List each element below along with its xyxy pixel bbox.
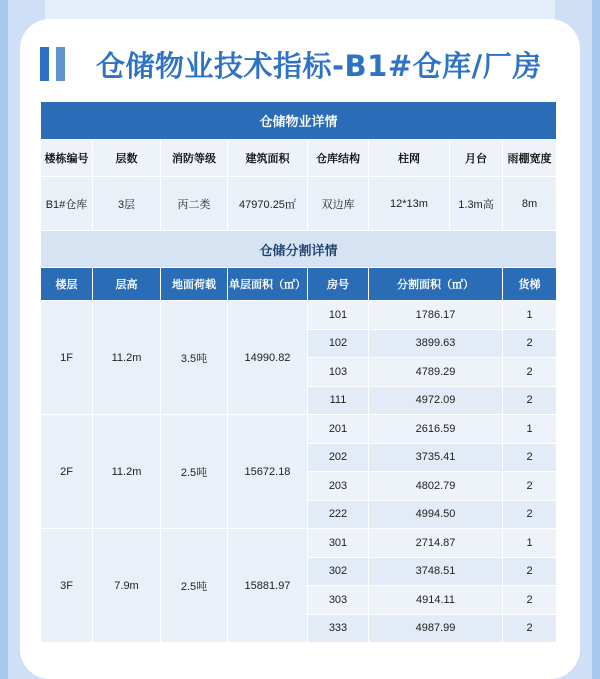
details-value: 1.3m高 xyxy=(450,177,503,231)
room-area-cell: 3735.41 xyxy=(369,443,503,472)
details-value: 47970.25㎡ xyxy=(228,177,308,231)
details-section-title: 仓储物业详情 xyxy=(41,102,557,140)
lift-cell: 1 xyxy=(503,415,557,444)
room-number-cell: 102 xyxy=(308,329,369,358)
details-header: 建筑面积 xyxy=(228,140,308,177)
split-header: 地面荷载 xyxy=(161,268,228,301)
room-number-cell: 111 xyxy=(308,386,369,415)
floor-cell: 3F xyxy=(41,529,93,643)
lift-cell: 1 xyxy=(503,301,557,330)
room-area-cell: 4972.09 xyxy=(369,386,503,415)
lift-cell: 2 xyxy=(503,443,557,472)
room-area-cell: 4789.29 xyxy=(369,358,503,387)
floor-cell: 2F xyxy=(41,415,93,529)
lift-cell: 2 xyxy=(503,614,557,643)
split-header: 层高 xyxy=(93,268,161,301)
load-cell: 3.5吨 xyxy=(161,301,228,415)
floor-area-cell: 15881.97 xyxy=(228,529,308,643)
page-title: 仓储物业技术指标-B1#仓库/厂房 xyxy=(96,49,542,83)
details-header: 层数 xyxy=(93,140,161,177)
details-header: 月台 xyxy=(450,140,503,177)
table-row xyxy=(41,415,557,444)
details-value: B1#仓库 xyxy=(41,177,93,231)
lift-cell: 2 xyxy=(503,500,557,529)
room-number-cell: 301 xyxy=(308,529,369,558)
details-header: 楼栋编号 xyxy=(41,140,93,177)
height-cell: 7.9m xyxy=(93,529,161,643)
details-value: 8m xyxy=(503,177,557,231)
details-value: 12*13m xyxy=(369,177,450,231)
split-section-title: 仓储分割详情 xyxy=(41,231,557,268)
split-header: 单层面积（㎡） xyxy=(228,268,308,301)
details-header: 消防等级 xyxy=(161,140,228,177)
details-table xyxy=(40,101,557,231)
room-area-cell: 4914.11 xyxy=(369,586,503,615)
split-header: 房号 xyxy=(308,268,369,301)
details-value: 3层 xyxy=(93,177,161,231)
lift-cell: 2 xyxy=(503,329,557,358)
room-number-cell: 333 xyxy=(308,614,369,643)
room-area-cell: 2714.87 xyxy=(369,529,503,558)
lift-cell: 2 xyxy=(503,472,557,501)
floor-area-cell: 14990.82 xyxy=(228,301,308,415)
details-header: 雨棚宽度 xyxy=(503,140,557,177)
lift-cell: 2 xyxy=(503,586,557,615)
floor-cell: 1F xyxy=(41,301,93,415)
room-number-cell: 222 xyxy=(308,500,369,529)
load-cell: 2.5吨 xyxy=(161,415,228,529)
room-number-cell: 203 xyxy=(308,472,369,501)
details-header: 柱网 xyxy=(369,140,450,177)
room-number-cell: 202 xyxy=(308,443,369,472)
height-cell: 11.2m xyxy=(93,415,161,529)
load-cell: 2.5吨 xyxy=(161,529,228,643)
room-number-cell: 103 xyxy=(308,358,369,387)
lift-cell: 2 xyxy=(503,358,557,387)
height-cell: 11.2m xyxy=(93,301,161,415)
split-header: 分割面积（㎡） xyxy=(369,268,503,301)
floor-area-cell: 15672.18 xyxy=(228,415,308,529)
lift-cell: 2 xyxy=(503,557,557,586)
lift-cell: 2 xyxy=(503,386,557,415)
room-area-cell: 2616.59 xyxy=(369,415,503,444)
room-area-cell: 4994.50 xyxy=(369,500,503,529)
lift-cell: 1 xyxy=(503,529,557,558)
room-area-cell: 4802.79 xyxy=(369,472,503,501)
room-area-cell: 1786.17 xyxy=(369,301,503,330)
room-number-cell: 302 xyxy=(308,557,369,586)
split-header: 货梯 xyxy=(503,268,557,301)
details-value: 双边库 xyxy=(308,177,369,231)
room-number-cell: 101 xyxy=(308,301,369,330)
room-area-cell: 3899.63 xyxy=(369,329,503,358)
room-area-cell: 3748.51 xyxy=(369,557,503,586)
room-number-cell: 303 xyxy=(308,586,369,615)
split-header: 楼层 xyxy=(41,268,93,301)
details-value: 丙二类 xyxy=(161,177,228,231)
table-row xyxy=(41,529,557,558)
split-table xyxy=(40,230,557,643)
table-row xyxy=(41,301,557,330)
room-area-cell: 4987.99 xyxy=(369,614,503,643)
details-header: 仓库结构 xyxy=(308,140,369,177)
room-number-cell: 201 xyxy=(308,415,369,444)
